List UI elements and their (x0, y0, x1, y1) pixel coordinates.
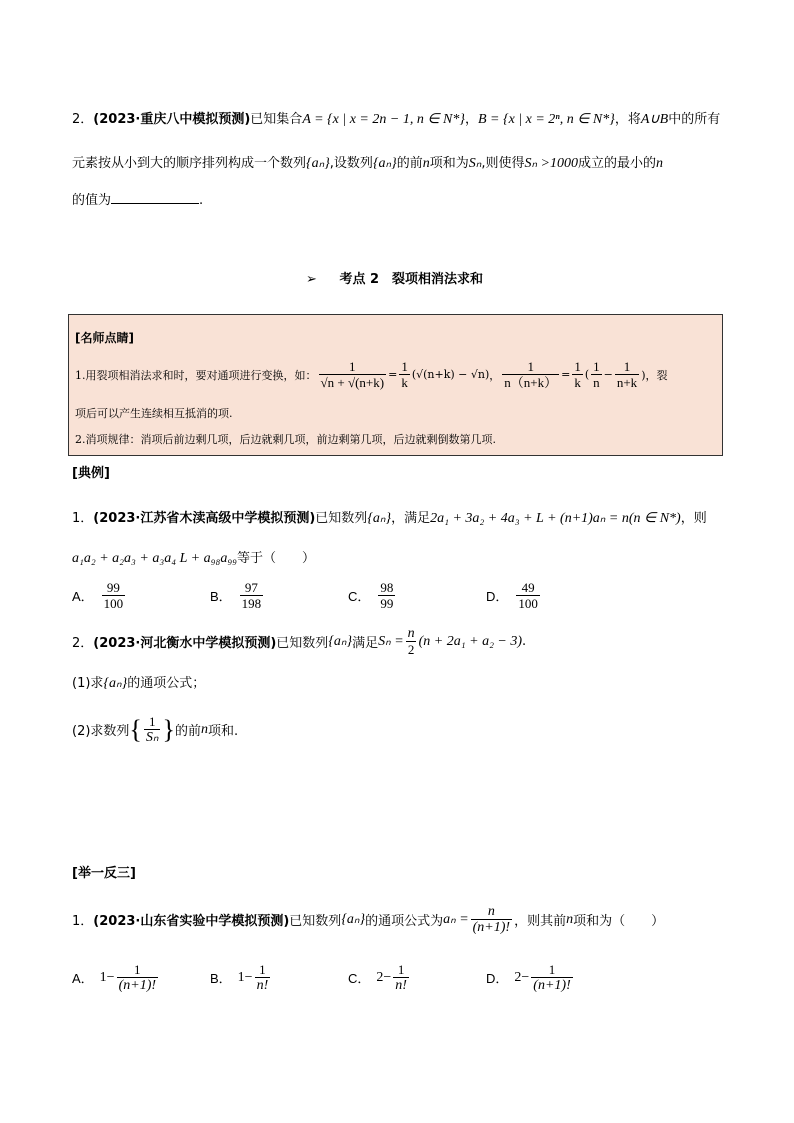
set-b-formula: B = {x | x = 2ⁿ, n ∈ N*} (477, 112, 615, 127)
practice-option-b[interactable] (210, 962, 272, 993)
answer-blank[interactable] (111, 191, 199, 204)
practice-q1-line1 (72, 904, 664, 935)
option-label: A． (72, 971, 94, 986)
numerator: 1 (397, 962, 405, 977)
question-text: 项和. (207, 724, 239, 739)
denominator: √n + √(n+k) (320, 375, 385, 390)
union-formula: A∪B (640, 112, 669, 127)
option-label: D． (486, 589, 509, 604)
question-text: 成立的最小的 (578, 156, 657, 171)
tips-line1 (75, 359, 667, 390)
fraction (255, 962, 271, 993)
question-text: 中的所有 (668, 112, 721, 127)
fraction (572, 359, 583, 390)
question-text: ,则使得 (481, 156, 525, 171)
variable-n: n (200, 721, 208, 737)
set-a-formula: A = {x | x = 2n − 1, n ∈ N*} (302, 112, 465, 127)
fraction (531, 962, 572, 993)
tips-header: [名师点睛] (75, 331, 134, 345)
question-text: 的前 (396, 156, 423, 171)
denominator: (n+1)! (118, 978, 157, 993)
question-number: 2． (72, 636, 94, 651)
question-text: ，将 (614, 112, 641, 127)
question-number: 2． (72, 112, 94, 127)
numerator: n (487, 904, 495, 919)
question-text: (2)求数列 (72, 724, 130, 739)
numerator: 97 (244, 580, 258, 595)
sum-formula: (n + 2a₁ + a₂ − 3) (418, 633, 523, 649)
question-text: ，满足 (391, 511, 431, 526)
denominator: (n+1)! (533, 978, 571, 993)
variable-n: n (656, 156, 664, 171)
minus-sign: − (603, 368, 613, 381)
section-title: 考点 2 裂项相消法求和 (339, 272, 484, 287)
tips-text: 1.用裂项相消法求和时，要对通项进行变换，如： (75, 368, 317, 382)
option-d[interactable] (486, 580, 542, 611)
denominator: 100 (103, 596, 124, 611)
arrow-icon: ➢ (306, 272, 317, 287)
fraction (240, 580, 264, 611)
condition-formula: Sₙ >1000 (524, 156, 578, 171)
sequence-formula: {aₙ} (372, 156, 397, 171)
tips-text: )，裂 (641, 368, 668, 382)
fraction (319, 359, 387, 390)
option-label: A． (72, 589, 94, 604)
practice-option-c[interactable] (348, 962, 411, 993)
option-c[interactable] (348, 580, 397, 611)
numerator: 1 (527, 359, 534, 374)
option-label: B． (210, 589, 232, 604)
option-label: B． (210, 971, 232, 986)
option-prefix: 1− (237, 969, 253, 985)
general-term-formula: aₙ = (443, 912, 469, 927)
numerator: 1 (349, 359, 356, 374)
numerator: 1 (259, 962, 266, 977)
condition-formula: 2a₁ + 3a₂ + 4a₃ + L + (n+1)aₙ = n(n ∈ N*) (430, 511, 681, 526)
denominator: k (574, 375, 581, 390)
sequence-formula: {aₙ} (103, 676, 128, 691)
equals-sign: = (561, 368, 571, 381)
question-text: 已知数列 (276, 636, 329, 651)
fraction (406, 626, 417, 657)
denominator: 100 (518, 596, 538, 611)
tips-line3: 2.消项规律：消项后前边剩几项，后边就剩几项，前边剩第几项，后边就剩倒数第几项. (75, 433, 496, 446)
fraction (591, 359, 602, 390)
radical-expression: (√(n+k) − √n) (411, 368, 490, 381)
sum-formula: Sₙ (468, 156, 482, 171)
fraction (615, 359, 639, 390)
denominator: n+k (616, 375, 638, 390)
fraction (399, 359, 410, 390)
option-label: C． (348, 971, 371, 986)
numerator: 1 (593, 359, 600, 374)
option-label: C． (348, 589, 371, 604)
question-text: ，则其前 (514, 914, 567, 929)
numerator: 1 (401, 359, 408, 374)
right-brace-icon: } (162, 714, 175, 744)
example-q2-part2 (72, 714, 238, 745)
sequence-formula: {aₙ} (341, 912, 366, 927)
question-text: 的值为 (72, 193, 112, 208)
question-number: 1． (72, 914, 94, 929)
tips-line2: 项后可以产生连续相互抵消的项. (75, 407, 233, 420)
denominator: k (401, 375, 408, 390)
fraction (144, 714, 161, 745)
option-prefix: 1− (99, 969, 115, 985)
question-text: 已知数列 (289, 914, 342, 929)
question-text: . (522, 634, 527, 649)
numerator: 1 (623, 359, 631, 374)
numerator: 1 (134, 962, 141, 977)
comma: ， (489, 368, 501, 382)
prev-question-line2 (72, 152, 663, 172)
question-text: 项和为 (429, 156, 469, 171)
sum-formula: Sₙ = (378, 634, 404, 649)
denominator: n (593, 375, 600, 390)
option-prefix: 2− (376, 969, 392, 985)
fraction (117, 962, 158, 993)
numerator: 49 (521, 580, 535, 595)
question-text: ,设数列 (329, 156, 373, 171)
question-text: ， (464, 112, 478, 127)
question-text: 满足 (352, 636, 379, 651)
numerator: n (407, 626, 415, 641)
question-text: 的通项公式为 (365, 914, 444, 929)
paren: ( (584, 368, 590, 381)
denominator: n! (395, 978, 407, 993)
prev-question-line3 (72, 189, 203, 208)
sequence-formula: {aₙ} (328, 634, 353, 649)
practice-option-a[interactable] (72, 962, 160, 993)
question-text: 已知数列 (315, 511, 368, 526)
numerator: 1 (148, 714, 156, 729)
sequence-formula: {aₙ} (367, 511, 392, 526)
practice-option-d[interactable] (486, 962, 575, 993)
question-number: 1． (72, 511, 94, 526)
tips-box (68, 314, 723, 456)
variable-n: n (566, 911, 574, 927)
fraction (378, 580, 395, 611)
fraction (102, 580, 126, 611)
sequence-formula: {aₙ} (306, 156, 330, 171)
question-text: 等于（ ） (237, 551, 316, 566)
example-q1-line2 (72, 547, 315, 567)
practice-header: [举一反三] (72, 866, 136, 881)
question-text: (1)求 (72, 676, 104, 691)
fraction (471, 904, 512, 935)
numerator: 99 (106, 580, 120, 595)
example-q2-part1 (72, 672, 205, 692)
fraction (502, 359, 559, 390)
numerator: 1 (548, 962, 556, 977)
question-text: ，则 (680, 511, 707, 526)
example-q1-line1 (72, 507, 707, 527)
question-text: 已知集合 (250, 112, 303, 127)
fraction (393, 962, 409, 993)
left-brace-icon: { (129, 714, 142, 744)
section-heading (306, 268, 483, 287)
product-sum-formula: a₁a₂ + a₂a₃ + a₃a₄ L + a₉₈a₉₉ (72, 551, 238, 566)
prev-question-line1 (72, 108, 720, 128)
fraction (516, 580, 540, 611)
question-text: 的通项公式； (127, 676, 206, 691)
equals-sign: = (388, 368, 398, 381)
option-b[interactable] (210, 580, 265, 611)
question-text: 元素按从小到大的顺序排列构成一个数列 (72, 156, 307, 171)
question-text: 的前 (174, 724, 201, 739)
option-label: D． (486, 971, 509, 986)
example-q2-line1 (72, 626, 526, 657)
denominator: (n+1)! (472, 920, 511, 935)
denominator: 99 (380, 596, 394, 611)
denominator: n（n+k） (504, 375, 558, 390)
numerator: 1 (574, 359, 581, 374)
question-text: . (199, 193, 204, 208)
denominator: 2 (407, 642, 415, 657)
question-text: 项和为（ ） (573, 914, 665, 929)
question-source: (2023·山东省实验中学模拟预测) (93, 914, 290, 929)
variable-n: n (422, 156, 430, 171)
question-source: (2023·重庆八中模拟预测) (93, 112, 251, 127)
question-source: (2023·江苏省木渎高级中学模拟预测) (93, 511, 316, 526)
denominator: n! (256, 978, 269, 993)
question-source: (2023·河北衡水中学模拟预测) (93, 636, 277, 651)
example-header: [典例] (72, 466, 110, 481)
denominator: Sₙ (145, 730, 159, 745)
denominator: 198 (241, 596, 262, 611)
option-prefix: 2− (514, 969, 530, 985)
numerator: 98 (380, 580, 394, 595)
option-a[interactable] (72, 580, 127, 611)
